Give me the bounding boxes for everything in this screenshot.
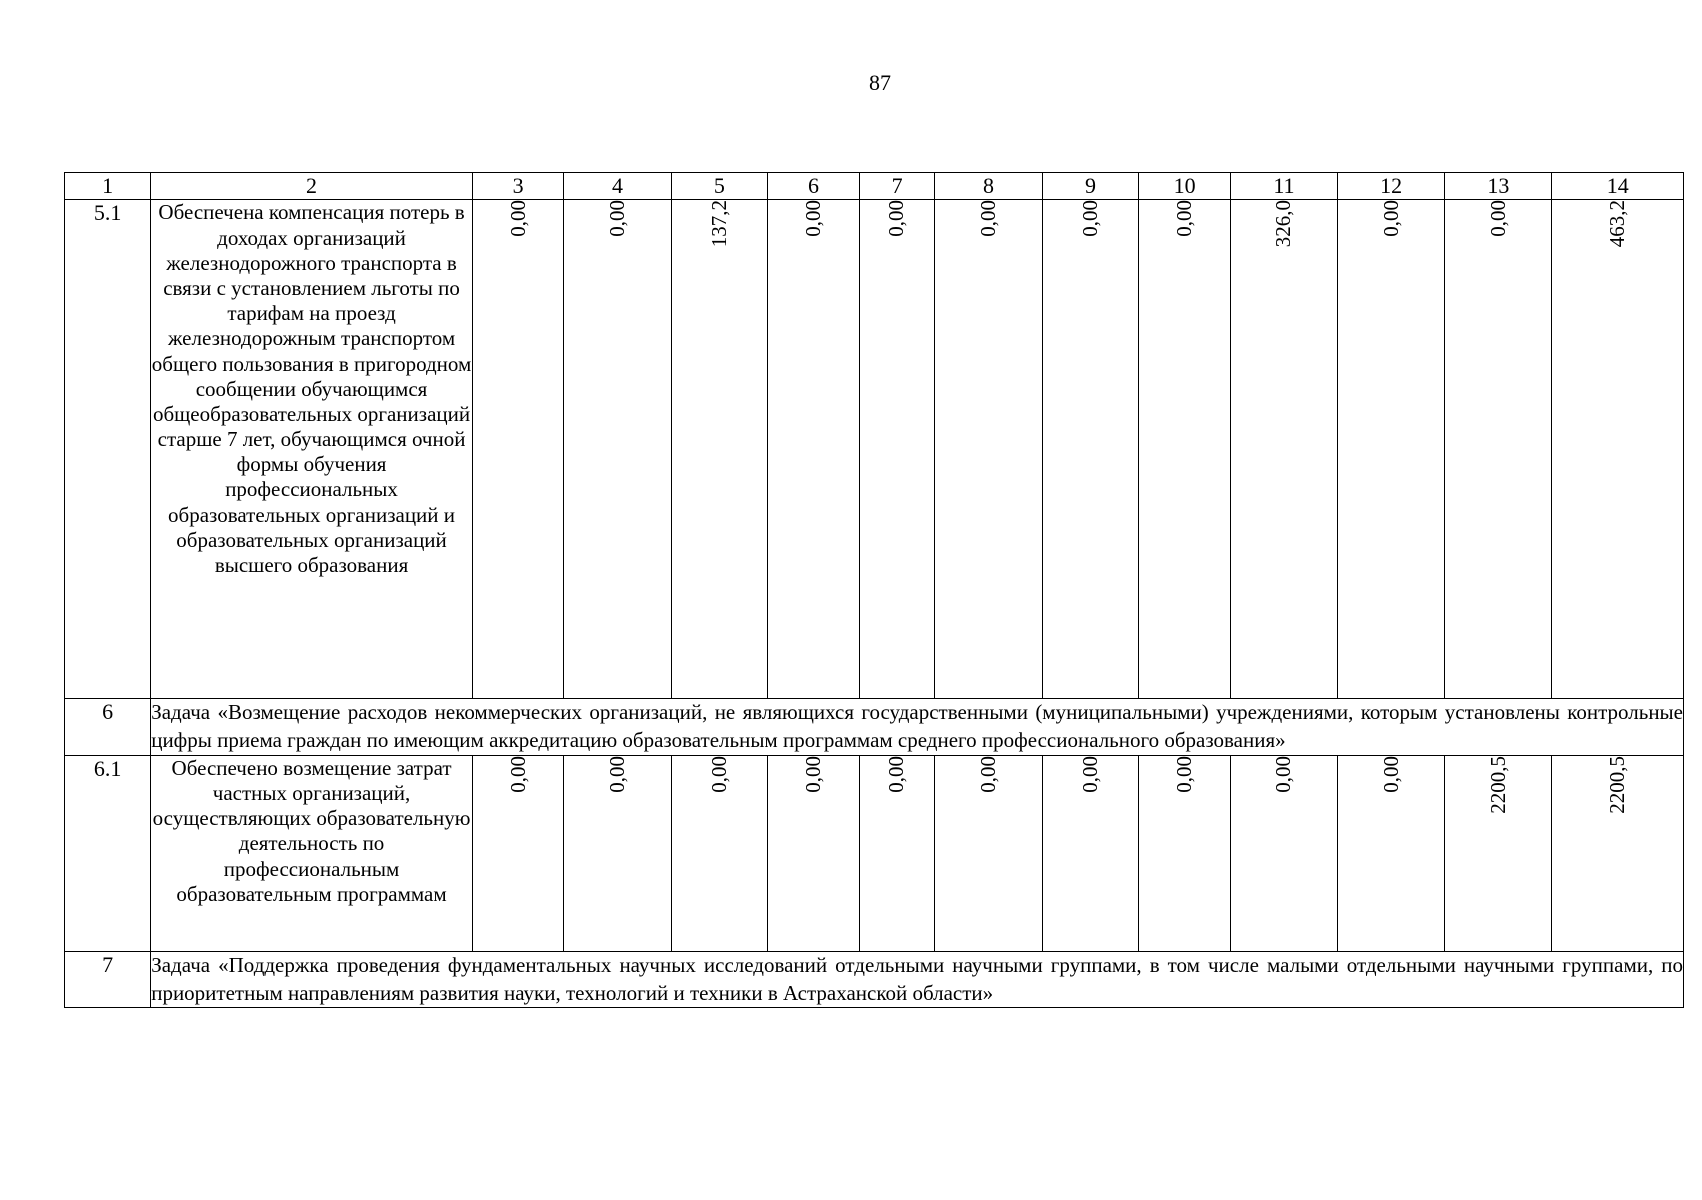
cell-value: 0,00 — [1077, 200, 1102, 238]
value-cell — [1042, 200, 1139, 699]
task-description: Задача «Возмещение расходов некоммерческих организаций, не являющихся государственными (муниципальными) учреждениями, которым установлены контрольные цифры приема граждан по имеющим аккредитацию образовательным программам среднего профессионального образования» — [151, 699, 1684, 755]
column-number-10: 10 — [1139, 173, 1230, 200]
cell-value: 0,00 — [884, 200, 909, 238]
value-cell — [1139, 755, 1230, 951]
value-cell — [671, 755, 768, 951]
column-number-2: 2 — [151, 173, 473, 200]
task-description: Задача «Поддержка проведения фундаментальных научных исследований отдельными научными группами, в том числе малыми отдельными научными группами, по приоритетным направлениям развития науки, технологий и техники в Астраханской области» — [151, 951, 1684, 1007]
value-cell — [1552, 755, 1684, 951]
value-cell — [768, 755, 859, 951]
cell-value: 0,00 — [604, 200, 629, 238]
row-number: 5.1 — [65, 200, 151, 699]
cell-value: 0,00 — [800, 200, 825, 238]
value-cell — [564, 200, 671, 699]
column-number-14: 14 — [1552, 173, 1684, 200]
cell-value: 0,00 — [1171, 755, 1196, 793]
cell-value: 0,00 — [1271, 755, 1296, 793]
row-number: 7 — [65, 951, 151, 1007]
cell-value: 137,2 — [706, 200, 731, 248]
value-cell — [1139, 200, 1230, 699]
value-cell — [1445, 755, 1552, 951]
value-cell — [768, 200, 859, 699]
column-number-3: 3 — [472, 173, 563, 200]
value-cell — [935, 755, 1042, 951]
cell-value: 0,00 — [706, 755, 731, 793]
row-description: Обеспечено возмещение затрат частных организаций, осуществляющих образовательную деятельность по профессиональным образовательным программам — [151, 755, 473, 951]
cell-value: 463,2 — [1605, 200, 1630, 248]
cell-value: 0,00 — [1485, 200, 1510, 238]
cell-value: 2200,5 — [1485, 755, 1510, 814]
value-cell — [564, 755, 671, 951]
value-cell — [671, 200, 768, 699]
cell-value: 0,00 — [800, 755, 825, 793]
column-number-5: 5 — [671, 173, 768, 200]
column-number-11: 11 — [1230, 173, 1337, 200]
row-number: 6 — [65, 699, 151, 755]
value-cell — [1230, 200, 1337, 699]
cell-value: 2200,5 — [1605, 755, 1630, 814]
value-cell — [935, 200, 1042, 699]
cell-value: 0,00 — [1378, 755, 1403, 793]
row-description: Обеспечена компенсация потерь в доходах организаций железнодорожного транспорта в связи с установлением льготы по тарифам на проезд железнодорожным транспортом общего пользования в пригородном сообщении обучающимся общеобразовательных организаций старше 7 лет, обучающимся очной формы обучения профессиональных образовательных организаций и образовательных организаций высшего образования — [151, 200, 473, 699]
value-cell — [1338, 755, 1445, 951]
task-row-6 — [65, 699, 1684, 755]
value-cell — [859, 755, 935, 951]
column-number-1: 1 — [65, 173, 151, 200]
cell-value: 0,00 — [975, 755, 1000, 793]
value-cell — [1042, 755, 1139, 951]
task-row-7 — [65, 951, 1684, 1007]
cell-value: 0,00 — [1378, 200, 1403, 238]
cell-value: 0,00 — [505, 755, 530, 793]
cell-value: 0,00 — [884, 755, 909, 793]
value-cell — [859, 200, 935, 699]
value-cell — [1338, 200, 1445, 699]
cell-value: 326,0 — [1271, 200, 1296, 248]
page-number: 87 — [869, 70, 891, 95]
column-number-13: 13 — [1445, 173, 1552, 200]
row-number: 6.1 — [65, 755, 151, 951]
table-row-5-1 — [65, 200, 1684, 699]
cell-value: 0,00 — [1171, 200, 1196, 238]
value-cell — [1445, 200, 1552, 699]
column-number-12: 12 — [1338, 173, 1445, 200]
value-cell — [472, 200, 563, 699]
value-cell — [1552, 200, 1684, 699]
column-number-9: 9 — [1042, 173, 1139, 200]
column-number-6: 6 — [768, 173, 859, 200]
value-cell — [1230, 755, 1337, 951]
cell-value: 0,00 — [1077, 755, 1102, 793]
cell-value: 0,00 — [604, 755, 629, 793]
column-number-4: 4 — [564, 173, 671, 200]
column-number-8: 8 — [935, 173, 1042, 200]
column-number-header-row — [65, 173, 1684, 200]
data-table — [64, 172, 1684, 1008]
cell-value: 0,00 — [505, 200, 530, 238]
value-cell — [472, 755, 563, 951]
column-number-7: 7 — [859, 173, 935, 200]
cell-value: 0,00 — [975, 200, 1000, 238]
table-row-6-1 — [65, 755, 1684, 951]
